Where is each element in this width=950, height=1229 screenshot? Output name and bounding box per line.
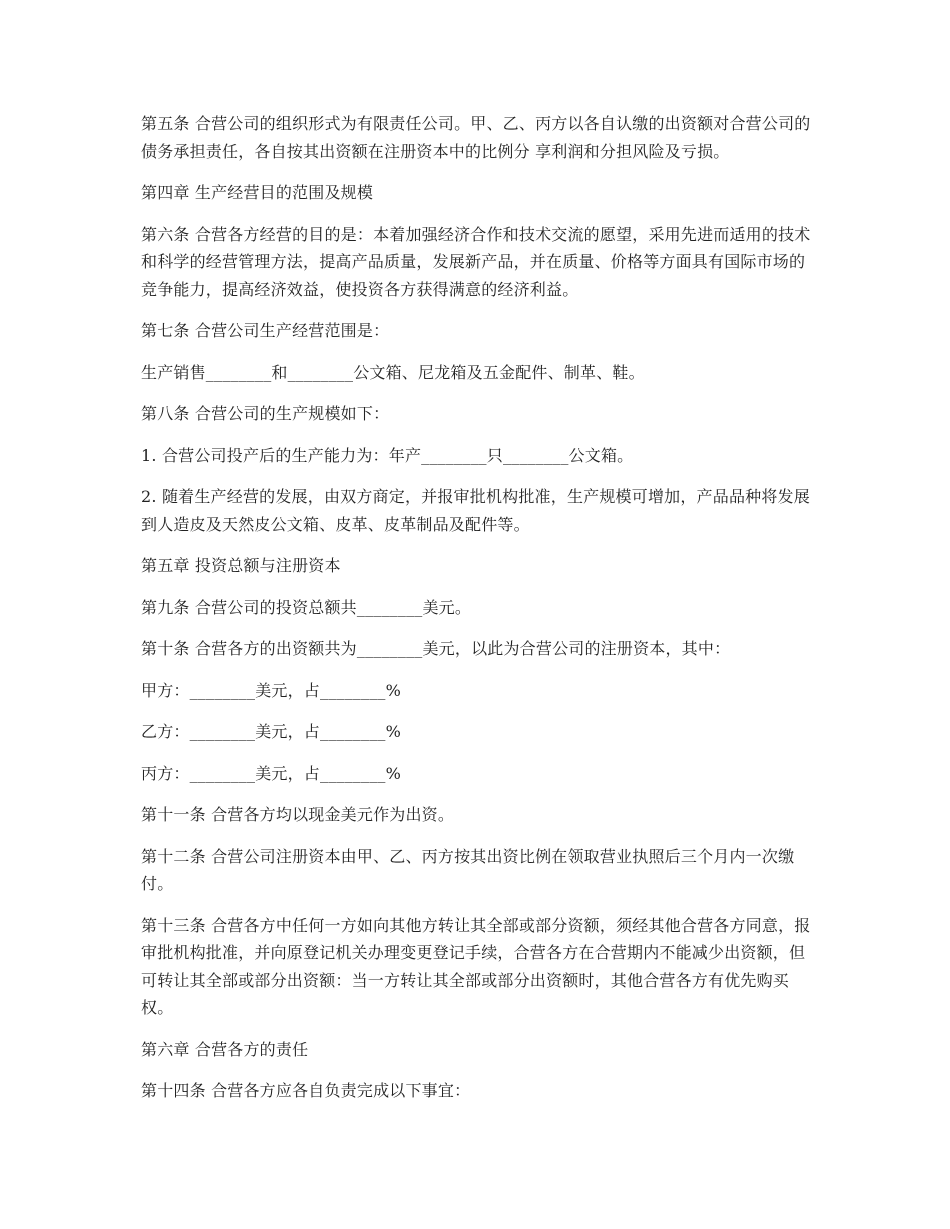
chapter-5-heading: 第五章 投资总额与注册资本 xyxy=(141,556,341,575)
article-8: 第八条 合营公司的生产规模如下： xyxy=(141,404,390,423)
article-10: 第十条 合营各方的出资额共为________美元，以此为合营公司的注册资本，其中： xyxy=(141,639,731,658)
production-capacity-item-1: 1. 合营公司投产后的生产能力为：年产________只________公文箱。 xyxy=(141,445,634,465)
article-6: 第六条 合营各方经营的目的是：本着加强经济合作和技术交流的愿望，采用先进而适用的技术和科学的经营管理方法，提高产品质量，发展新产品，并在质量、价格等方面具有国际市场的竞争能力，提高经济效益，使投资各方获得满意的经济利益。 xyxy=(141,224,811,299)
article-14: 第十四条 合营各方应各自负责完成以下事宜： xyxy=(141,1081,471,1100)
document-page xyxy=(141,110,821,1119)
chapter-6-heading: 第六章 合营各方的责任 xyxy=(141,1039,309,1059)
article-11: 第十一条 合营各方均以现金美元作为出资。 xyxy=(141,805,455,824)
party-c-contribution: 丙方：________美元，占________% xyxy=(141,763,402,783)
article-13: 第十三条 合营各方中任何一方如向其他方转让其全部或部分资额，须经其他合营各方同意，报审批机构批准，并向原登记机关办理变更登记手续，合营各方在合营期内不能减少出资额，但可转让其全部或部分出资额：当一方转让其全部或部分出资额时，其他合营各方有优先购买权。 xyxy=(141,915,811,1017)
party-a-contribution: 甲方：________美元，占________% xyxy=(141,680,402,700)
chapter-4-heading: 第四章 生产经营目的范围及规模 xyxy=(141,183,374,202)
article-7: 第七条 合营公司生产经营范围是： xyxy=(141,321,390,340)
article-5: 第五条 合营公司的组织形式为有限责任公司。甲、乙、丙方以各自认缴的出资额对合营公司的债务承担责任，各自按其出资额在注册资本中的比例分 享利润和分担风险及亏损。 xyxy=(141,114,811,161)
article-9: 第九条 合营公司的投资总额共________美元。 xyxy=(141,597,472,617)
article-12: 第十二条 合营公司注册资本由甲、乙、丙方按其出资比例在领取营业执照后三个月内一次缴付。 xyxy=(141,846,795,893)
business-scope: 生产销售________和________公文箱、尼龙箱及五金配件、制革、鞋。 xyxy=(141,362,645,382)
party-b-contribution: 乙方：________美元，占________% xyxy=(141,722,402,741)
production-capacity-item-2: 2. 随着生产经营的发展，由双方商定，并报审批机构批准，生产规模可增加，产品品种将发展到人造皮及天然皮公文箱、皮革、皮革制品及配件等。 xyxy=(141,487,810,534)
